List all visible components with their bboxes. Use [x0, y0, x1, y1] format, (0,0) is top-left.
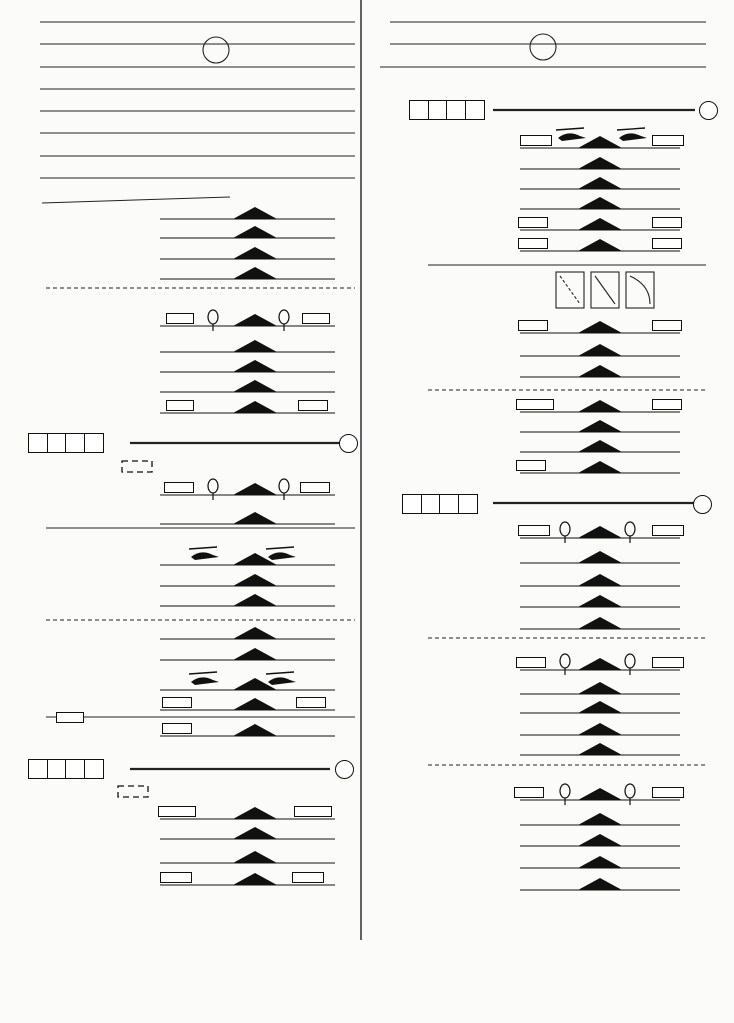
right-triangle-icon	[578, 595, 622, 607]
helicopter-icon	[558, 133, 586, 141]
left-triangle-icon	[233, 340, 277, 352]
left-seq1-abcu[interactable]	[30, 433, 104, 453]
grade-c[interactable]	[65, 433, 85, 453]
checkbox-label[interactable]	[652, 135, 684, 146]
right-triangle-icon	[578, 420, 622, 432]
start-box	[56, 712, 84, 723]
right-triangle-icon	[578, 365, 622, 377]
helicopter-icon	[266, 672, 294, 674]
left-triangle-icon	[233, 247, 277, 259]
right-triangle-icon	[578, 461, 622, 473]
left-triangle-icon	[233, 698, 277, 710]
checkbox-label[interactable]	[516, 460, 546, 471]
grade-b[interactable]	[47, 759, 67, 779]
right-triangle-icon	[578, 400, 622, 412]
checkbox-label[interactable]	[518, 238, 548, 249]
left-triangle-icon	[233, 380, 277, 392]
ground-marker-icon	[625, 784, 635, 798]
checkbox-label[interactable]	[518, 320, 548, 331]
right-triangle-icon	[578, 574, 622, 586]
left-seq2-end	[335, 760, 354, 779]
checkbox-label[interactable]	[166, 313, 194, 324]
checkbox-label[interactable]	[296, 697, 326, 708]
checkbox-label[interactable]	[518, 217, 548, 228]
grade-u[interactable]	[84, 433, 104, 453]
left-triangle-icon	[233, 512, 277, 524]
ground-marker-icon	[625, 522, 635, 536]
right-triangle-icon	[578, 856, 622, 868]
checkbox-label[interactable]	[164, 482, 194, 493]
right-triangle-icon	[578, 682, 622, 694]
checkbox-label[interactable]	[514, 787, 544, 798]
left-triangle-icon	[233, 873, 277, 885]
right-triangle-icon	[578, 788, 622, 800]
right-triangle-icon	[578, 197, 622, 209]
left-triangle-icon	[233, 401, 277, 413]
helicopter-icon	[191, 677, 219, 685]
grade-a[interactable]	[28, 759, 48, 779]
right-seq1-abcu[interactable]	[411, 100, 485, 120]
checkbox-label[interactable]	[652, 525, 684, 536]
left-triangle-icon	[233, 827, 277, 839]
right-triangle-icon	[578, 157, 622, 169]
helicopter-icon	[268, 552, 296, 560]
helicopter-icon	[266, 547, 294, 549]
helicopter-icon	[189, 672, 217, 674]
grade-b[interactable]	[47, 433, 67, 453]
ground-marker-icon	[625, 654, 635, 668]
left-seq2-abcu[interactable]	[30, 759, 104, 779]
grade-b[interactable]	[428, 100, 448, 120]
right-triangle-icon	[578, 526, 622, 538]
left-triangle-icon	[233, 648, 277, 660]
grade-c[interactable]	[446, 100, 466, 120]
helicopter-icon	[619, 133, 647, 141]
ground-marker-icon	[560, 522, 570, 536]
left-triangle-icon	[233, 851, 277, 863]
ground-marker-icon	[208, 479, 218, 493]
checkbox-label[interactable]	[162, 723, 192, 734]
left-triangle-icon	[233, 360, 277, 372]
grade-u[interactable]	[465, 100, 485, 120]
checkbox-label[interactable]	[652, 399, 682, 410]
right-seq1-end	[699, 101, 718, 120]
left-triangle-icon	[233, 678, 277, 690]
checkbox-label[interactable]	[300, 482, 330, 493]
checkbox-label[interactable]	[160, 872, 192, 883]
checkbox-label[interactable]	[294, 806, 332, 817]
checkbox-label[interactable]	[652, 787, 684, 798]
right-triangle-icon	[578, 321, 622, 333]
checkbox-label[interactable]	[652, 657, 684, 668]
right-triangle-icon	[578, 701, 622, 713]
helicopter-icon	[556, 128, 584, 130]
right-triangle-icon	[578, 617, 622, 629]
left-triangle-icon	[233, 807, 277, 819]
right-triangle-icon	[578, 440, 622, 452]
right-triangle-icon	[578, 878, 622, 890]
right-seq2-abcu[interactable]	[404, 494, 478, 514]
left-triangle-icon	[233, 267, 277, 279]
right-triangle-icon	[578, 723, 622, 735]
grade-c[interactable]	[439, 494, 459, 514]
right-triangle-icon	[578, 177, 622, 189]
grade-a[interactable]	[409, 100, 429, 120]
checkbox-label[interactable]	[298, 400, 328, 411]
ground-marker-icon	[560, 654, 570, 668]
left-triangle-icon	[233, 627, 277, 639]
left-triangle-icon	[233, 553, 277, 565]
ground-marker-icon	[208, 310, 218, 324]
ground-marker-icon	[560, 784, 570, 798]
right-triangle-icon	[578, 218, 622, 230]
grade-c[interactable]	[65, 759, 85, 779]
checkbox-label[interactable]	[516, 399, 554, 410]
checkbox-label[interactable]	[518, 525, 550, 536]
left-seq1-end	[339, 434, 358, 453]
checkbox-label[interactable]	[652, 217, 682, 228]
helicopter-icon	[191, 552, 219, 560]
checkbox-label[interactable]	[516, 657, 546, 668]
right-triangle-icon	[578, 551, 622, 563]
checkbox-label[interactable]	[652, 320, 682, 331]
ground-marker-icon	[279, 479, 289, 493]
ground-marker-icon	[279, 310, 289, 324]
grade-b[interactable]	[421, 494, 441, 514]
right-triangle-icon	[578, 813, 622, 825]
left-triangle-icon	[233, 314, 277, 326]
helicopter-icon	[268, 677, 296, 685]
left-triangle-icon	[233, 594, 277, 606]
grade-a[interactable]	[28, 433, 48, 453]
left-triangle-icon	[233, 724, 277, 736]
checkbox-label[interactable]	[302, 313, 330, 324]
grade-a[interactable]	[402, 494, 422, 514]
right-triangle-icon	[578, 743, 622, 755]
grade-u[interactable]	[84, 759, 104, 779]
checkbox-label[interactable]	[158, 806, 196, 817]
left-triangle-icon	[233, 483, 277, 495]
right-triangle-icon	[578, 658, 622, 670]
checkbox-label[interactable]	[162, 697, 192, 708]
helicopter-icon	[189, 547, 217, 549]
left-triangle-icon	[233, 574, 277, 586]
checkbox-label[interactable]	[520, 135, 552, 146]
right-seq2-end	[693, 495, 712, 514]
right-triangle-icon	[578, 834, 622, 846]
checkbox-label[interactable]	[652, 238, 682, 249]
checkbox-label[interactable]	[292, 872, 324, 883]
checkbox-label[interactable]	[166, 400, 194, 411]
grade-u[interactable]	[458, 494, 478, 514]
right-triangle-icon	[578, 344, 622, 356]
right-triangle-icon	[578, 239, 622, 251]
helicopter-icon	[617, 128, 645, 130]
left-triangle-icon	[233, 226, 277, 238]
left-triangle-icon	[233, 207, 277, 219]
